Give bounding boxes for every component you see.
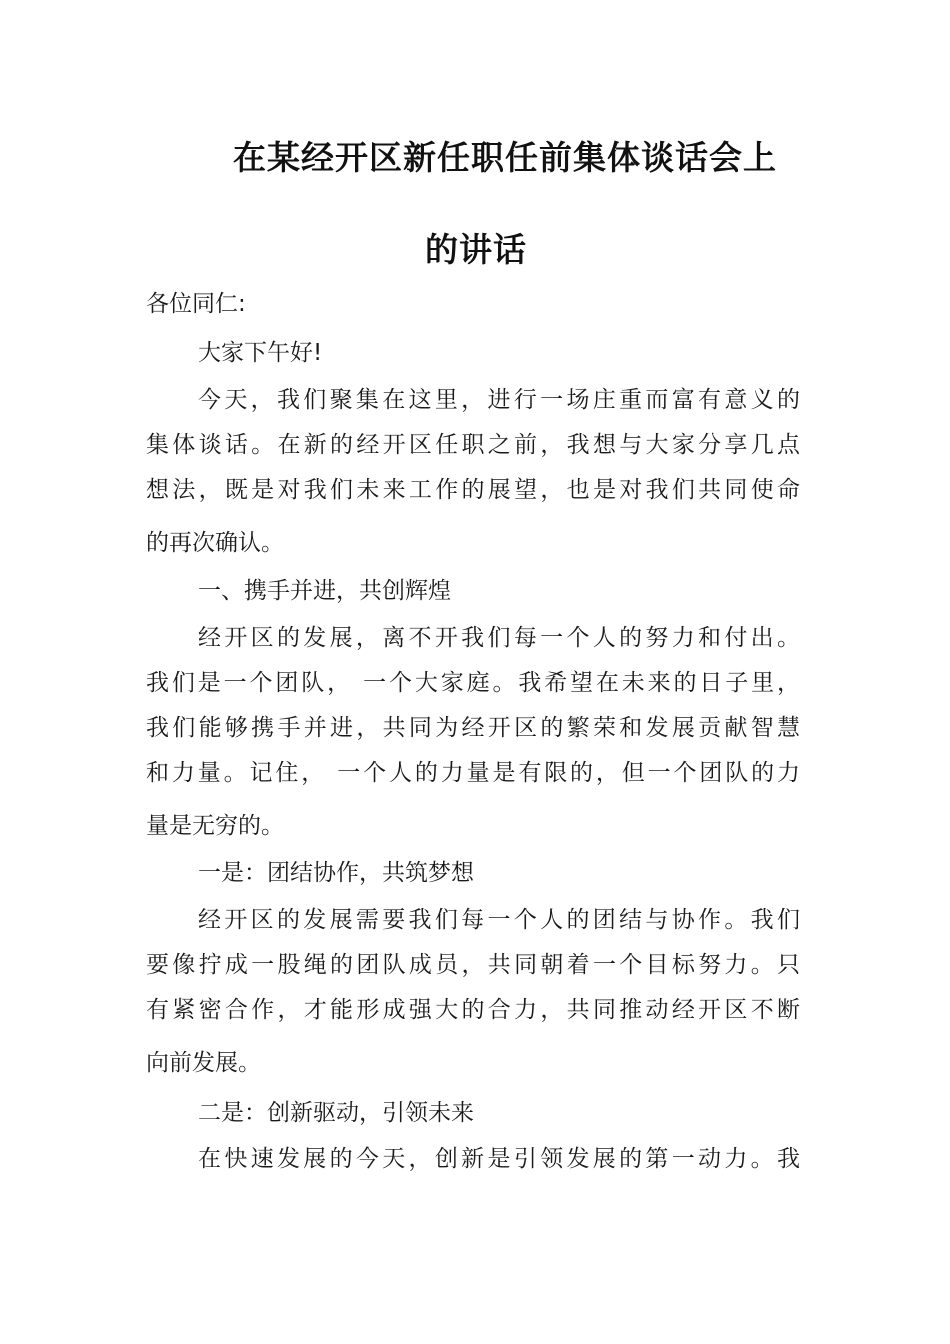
- document-title-line-2: 的讲话: [425, 230, 527, 269]
- point1-line: 有紧密合作，才能形成强大的合力，共同推动经开区不断: [146, 997, 800, 1023]
- section1-line: 我们是一个团队， 一个大家庭。我希望在未来的日子里，: [146, 670, 800, 696]
- point1-line: 经开区的发展需要我们每一个人的团结与协作。我们: [198, 907, 800, 933]
- point1-line: 向前发展。: [146, 1050, 261, 1076]
- salutation: 各位同仁:: [146, 291, 246, 317]
- document-title-line-1: 在某经开区新任职任前集体谈话会上: [233, 138, 777, 177]
- intro-line: 的再次确认。: [146, 530, 284, 556]
- intro-line: 集体谈话。在新的经开区任职之前，我想与大家分享几点: [146, 432, 800, 458]
- point2-line: 在快速发展的今天，创新是引领发展的第一动力。我: [198, 1146, 800, 1172]
- point1-line: 要像拧成一股绳的团队成员，共同朝着一个目标努力。只: [146, 952, 800, 978]
- section1-line: 我们能够携手并进，共同为经开区的繁荣和发展贡献智慧: [146, 715, 800, 741]
- section1-heading: 一、携手并进，共创辉煌: [198, 578, 451, 604]
- intro-line: 想法，既是对我们未来工作的展望，也是对我们共同使命: [146, 477, 800, 503]
- section1-line: 经开区的发展，离不开我们每一个人的努力和付出。: [198, 625, 800, 651]
- section1-line: 量是无穷的。: [146, 813, 284, 839]
- point1-heading: 一是：团结协作，共筑梦想: [198, 860, 474, 886]
- point2-heading: 二是：创新驱动，引领未来: [198, 1100, 474, 1126]
- section1-line: 和力量。记住， 一个人的力量是有限的，但一个团队的力: [146, 760, 800, 786]
- greeting: 大家下午好!: [198, 340, 323, 366]
- intro-line: 今天，我们聚集在这里，进行一场庄重而富有意义的: [198, 387, 800, 413]
